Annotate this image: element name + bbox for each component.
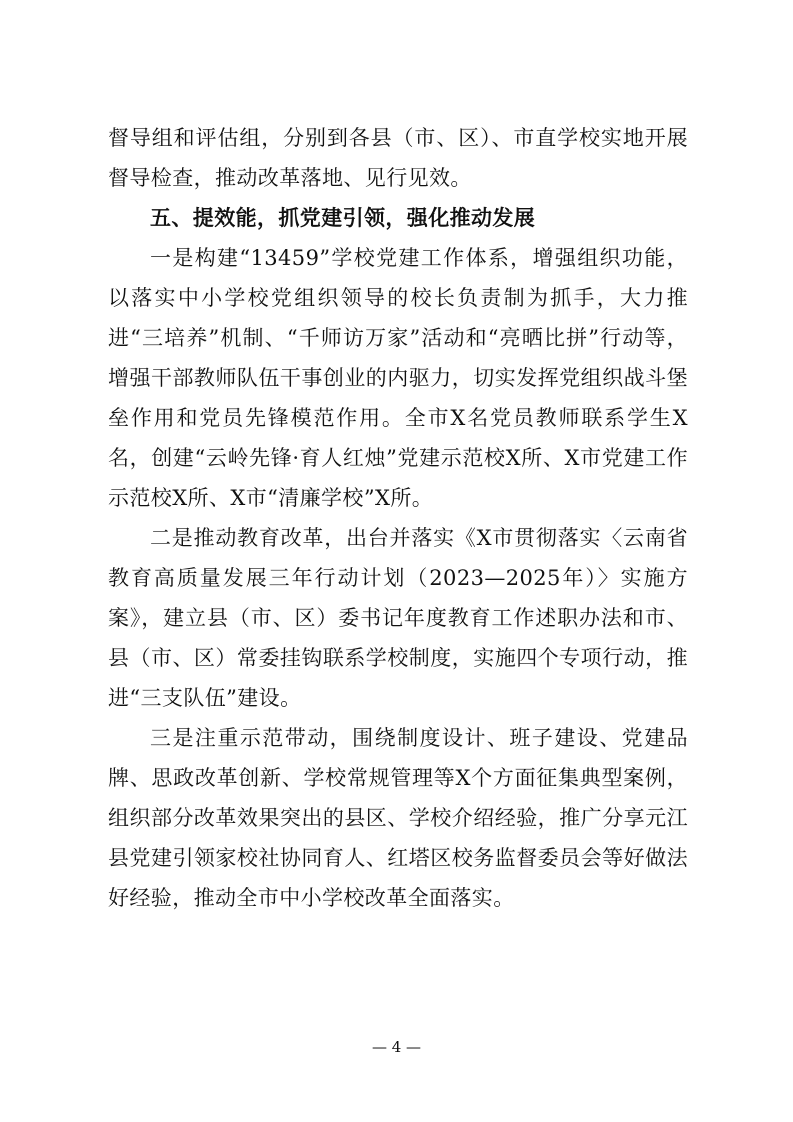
paragraph-education-reform: 二是推动教育改革，出台并落实《X市贯彻落实〈云南省教育高质量发展三年行动计划（2023—2025年）〉实施方案》，建立县（市、区）委书记年度教育工作述职办法和市、县（市、区）常委挂钩联系学校制度，实施四个专项行动，推进“三支队伍”建设。	[108, 526, 688, 710]
document-body	[108, 118, 688, 918]
paragraph-party-building: 一是构建“13459”学校党建工作体系，增强组织功能，以落实中小学校党组织领导的校长负责制为抓手，大力推进“三培养”机制、“千师访万家”活动和“亮晒比拼”行动等，增强干部教师队伍干事创业的内驱力，切实发挥党组织战斗堡垒作用和党员先锋模范作用。全市X名党员教师联系学生X名，创建“云岭先锋·育人红烛”党建示范校X所、X市党建工作示范校X所、X市“清廉学校”X所。	[108, 246, 688, 510]
section-heading: 五、提效能，抓党建引领，强化推动发展	[150, 205, 536, 230]
paragraph-demonstration: 三是注重示范带动，围绕制度设计、班子建设、党建品牌、思政改革创新、学校常规管理等X个方面征集典型案例，组织部分改革效果突出的县区、学校介绍经验，推广分享元江县党建引领家校社协同育人、红塔区校务监督委员会等好做法好经验，推动全市中小学校改革全面落实。	[108, 726, 688, 910]
page-number: — 4 —	[371, 1038, 422, 1056]
paragraph-continuation: 督导组和评估组，分别到各县（市、区）、市直学校实地开展督导检查，推动改革落地、见行见效。	[108, 126, 688, 190]
